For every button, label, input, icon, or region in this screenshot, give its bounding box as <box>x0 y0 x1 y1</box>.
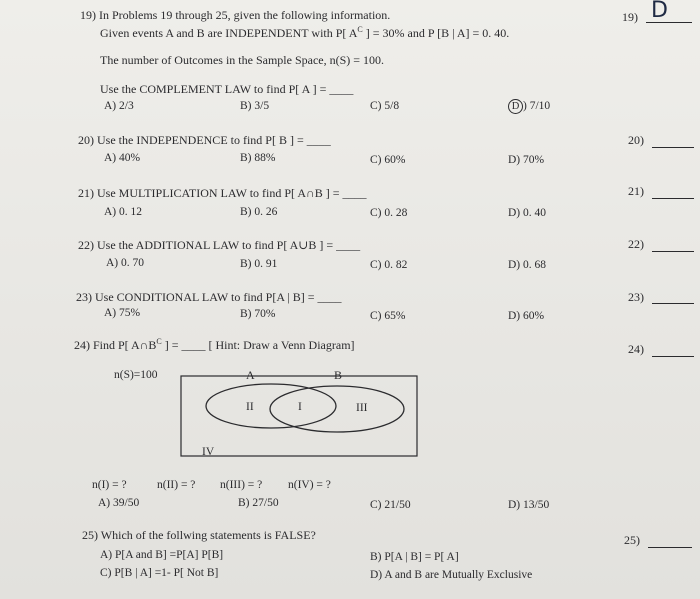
venn-label-b: B <box>334 368 343 382</box>
handwritten-answer: D <box>651 0 668 23</box>
q23-answer-line[interactable] <box>652 303 694 304</box>
q21-option-b[interactable]: B) 0. 26 <box>240 206 278 218</box>
count-n-ii: n(II) = ? <box>157 479 196 491</box>
q25-number-label: 25) <box>624 533 640 547</box>
q19-option-b[interactable]: B) 3/5 <box>240 100 270 112</box>
q22-option-b[interactable]: B) 0. 91 <box>240 258 278 270</box>
venn-region-i: I <box>298 401 302 413</box>
q19-option-c[interactable]: C) 5/8 <box>370 100 400 112</box>
q19-sample-space: The number of Outcomes in the Sample Space, n(S) = 100. <box>100 53 385 67</box>
q24-option-a[interactable]: A) 39/50 <box>98 497 140 509</box>
q24-option-c[interactable]: C) 21/50 <box>370 499 411 511</box>
count-n-iv: n(IV) = ? <box>288 479 331 491</box>
q21-option-d[interactable]: D) 0. 40 <box>508 207 547 219</box>
venn-region-iv: IV <box>202 446 215 458</box>
q20-option-c[interactable]: C) 60% <box>370 154 406 166</box>
venn-region-iii: III <box>356 402 368 414</box>
q19-intro: 19) In Problems 19 through 25, given the following information. <box>80 8 391 22</box>
q19-prompt: Use the COMPLEMENT LAW to find P[ A ] = ____ <box>100 82 354 96</box>
q24-answer-line[interactable] <box>652 356 694 357</box>
q25-answer-line[interactable] <box>648 547 692 548</box>
q23-option-a[interactable]: A) 75% <box>104 307 141 319</box>
q24-option-b[interactable]: B) 27/50 <box>238 497 279 509</box>
venn-sample-space-box <box>181 376 417 456</box>
venn-sample-space-label: n(S)=100 <box>114 369 158 381</box>
q20-option-a[interactable]: A) 40% <box>104 152 141 164</box>
q20-number-label: 20) <box>628 133 644 147</box>
q23-prompt: 23) Use CONDITIONAL LAW to find P[A | B] = ____ <box>76 290 342 304</box>
q24-number-label: 24) <box>628 342 644 356</box>
q21-prompt: 21) Use MULTIPLICATION LAW to find P[ A∩B ] = ____ <box>78 186 367 200</box>
q19-option-d[interactable]: D ) 7/10 <box>508 99 550 114</box>
q21-option-c[interactable]: C) 0. 28 <box>370 207 408 219</box>
count-n-i: n(I) = ? <box>92 479 127 491</box>
q25-option-d[interactable]: D) A and B are Mutually Exclusive <box>370 569 533 581</box>
q20-option-b[interactable]: B) 88% <box>240 152 276 164</box>
venn-circle-b <box>270 386 404 432</box>
q25-option-a[interactable]: A) P[A and B] =P[A] P[B] <box>100 549 224 561</box>
q19-given: Given events A and B are INDEPENDENT with P[ $A^C$ ] = 30% and P [B | A] = 0. 40. <box>100 25 510 40</box>
q22-number-label: 22) <box>628 237 644 251</box>
circled-answer-d: D <box>508 99 523 114</box>
q19-answer-line[interactable] <box>646 22 692 23</box>
q25-option-b[interactable]: B) P[A | B] = P[ A] <box>370 551 459 563</box>
q23-option-d[interactable]: D) 60% <box>508 310 545 322</box>
q25-prompt: 25) Which of the follwing statements is FALSE? <box>82 528 316 542</box>
q21-option-a[interactable]: A) 0. 12 <box>104 206 143 218</box>
q20-prompt: 20) Use the INDEPENDENCE to find P[ B ] = ____ <box>78 133 331 147</box>
venn-region-ii: II <box>246 401 254 413</box>
q24-prompt: 24) Find P[ $A\cap B^C$ ] = ____ [ Hint: Draw a Venn Diagram] <box>74 337 355 352</box>
q25-option-c[interactable]: C) P[B | A] =1- P[ Not B] <box>100 567 219 579</box>
q19-option-a[interactable]: A) 2/3 <box>104 100 134 112</box>
venn-label-a: A <box>246 368 255 382</box>
q23-number-label: 23) <box>628 290 644 304</box>
q19-number-label: 19) <box>622 10 638 24</box>
q20-answer-line[interactable] <box>652 147 694 148</box>
q22-answer-line[interactable] <box>652 251 694 252</box>
q22-option-d[interactable]: D) 0. 68 <box>508 259 547 271</box>
q22-option-c[interactable]: C) 0. 82 <box>370 259 408 271</box>
q21-number-label: 21) <box>628 184 644 198</box>
count-n-iii: n(III) = ? <box>220 479 263 491</box>
q22-prompt: 22) Use the ADDITIONAL LAW to find P[ A∪B ] = ____ <box>78 238 361 252</box>
q21-answer-line[interactable] <box>652 198 694 199</box>
q20-option-d[interactable]: D) 70% <box>508 154 545 166</box>
q24-option-d[interactable]: D) 13/50 <box>508 499 550 511</box>
q22-option-a[interactable]: A) 0. 70 <box>106 257 145 269</box>
q23-option-b[interactable]: B) 70% <box>240 308 276 320</box>
q23-option-c[interactable]: C) 65% <box>370 310 406 322</box>
